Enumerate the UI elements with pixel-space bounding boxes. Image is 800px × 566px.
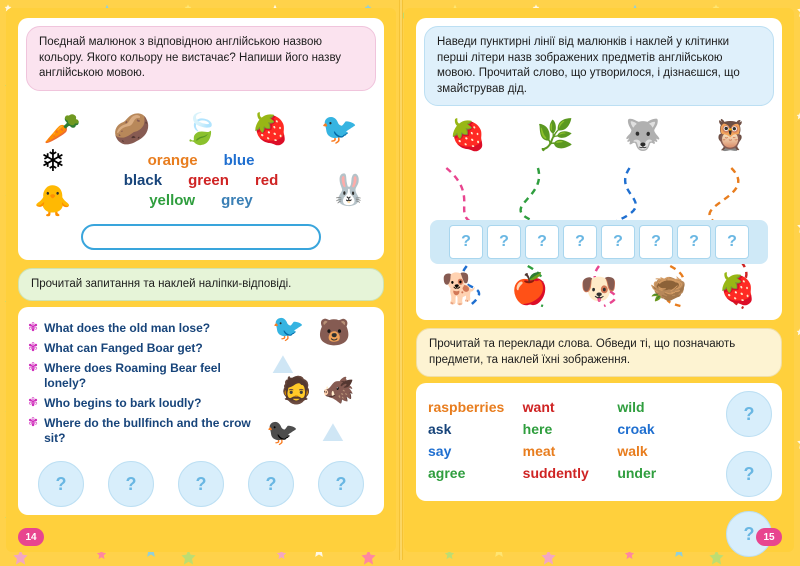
flower-bullet-icon: ✾ <box>28 340 39 355</box>
strawberry-icon-2: 🍓 <box>718 273 757 307</box>
right-task1-picture-row-bottom <box>426 266 772 314</box>
list-item[interactable] <box>28 416 264 446</box>
word-agree[interactable]: agree <box>428 465 466 482</box>
question-text: Who begins to bark loudly? <box>44 396 202 411</box>
word-say[interactable]: say <box>428 443 452 460</box>
word-ask[interactable]: ask <box>428 421 452 438</box>
left-task2-card <box>18 307 384 515</box>
word-wild[interactable]: wild <box>617 399 645 416</box>
chick-icon: 🐥 <box>34 185 72 219</box>
crow-icon-2: 🐦‍⬛ <box>266 417 299 448</box>
left-task2-instruction: Прочитай запитання та наклей наліпки-відповіді. <box>18 268 384 302</box>
color-answer-input[interactable] <box>81 224 321 250</box>
book-gutter <box>399 0 403 560</box>
color-word-red[interactable]: red <box>254 171 279 189</box>
leaf-icon: 🍃 <box>182 112 220 146</box>
left-sticker-slot-row <box>26 461 376 507</box>
color-word-green[interactable]: green <box>188 171 229 189</box>
color-word-orange[interactable]: orange <box>147 151 198 169</box>
sticker-slot[interactable]: ? <box>726 511 772 557</box>
right-task1-instruction: Наведи пунктирні лінії від малюнків і наклей у клітинки перші літери назв зображених предметів англійською мовою. Прочитай слово, що утворилося, і дізнаєшся, що змайстрував дід. <box>424 26 774 106</box>
snowdrift-icon: ⛰ <box>272 349 294 380</box>
word-under[interactable]: under <box>617 465 657 482</box>
right-task2-instruction: Прочитай та переклади слова. Обведи ті, що позначають предмети, та наклей їхні зображення. <box>416 328 782 377</box>
strawberry-icon: 🍓 <box>251 112 289 146</box>
snowdrift-icon-2: ⛰ <box>322 417 344 448</box>
right-page <box>404 8 794 552</box>
crow-icon: 🐦 <box>320 112 359 146</box>
flower-bullet-icon: ✾ <box>28 320 39 335</box>
word-here[interactable]: here <box>522 421 553 438</box>
word-suddently[interactable]: suddently <box>522 465 589 482</box>
list-item[interactable] <box>28 361 264 391</box>
nest-icon: 🪹 <box>649 273 687 307</box>
wolf-icon: 🐺 <box>624 119 662 153</box>
flower-bullet-icon: ✾ <box>28 360 39 375</box>
word-croak[interactable]: croak <box>617 421 655 438</box>
letter-cell[interactable]: ? <box>677 225 711 259</box>
color-word-grey[interactable]: grey <box>221 191 253 209</box>
word-raspberries[interactable]: raspberries <box>428 399 505 416</box>
page-number-right: 15 <box>756 528 782 546</box>
left-task2-picture-column <box>266 315 376 451</box>
letter-cell[interactable]: ? <box>487 225 521 259</box>
left-page <box>6 8 396 552</box>
sticker-slot[interactable]: ? <box>38 461 84 507</box>
question-list <box>28 321 264 451</box>
question-text: What can Fanged Boar get? <box>44 341 203 356</box>
word-grid <box>428 399 770 481</box>
letter-cell[interactable]: ? <box>639 225 673 259</box>
color-word-black[interactable]: black <box>123 171 163 189</box>
page-number-left: 14 <box>18 528 44 546</box>
color-word-yellow[interactable]: yellow <box>149 191 196 209</box>
boar-icon: 🐗 <box>322 375 355 406</box>
letter-cell[interactable]: ? <box>449 225 483 259</box>
old-man-icon: 🧔 <box>280 375 313 406</box>
snowflake-icon: ❄ <box>40 145 66 179</box>
letter-cell-strip <box>430 220 768 264</box>
left-task1-instruction: Поєднай малюнок з відповідною англійською назвою кольору. Якого кольору не вистачає? Напиши його назву англійською мовою. <box>26 26 376 91</box>
carrot-icon: 🥕 <box>43 112 82 146</box>
sticker-slot[interactable]: ? <box>108 461 154 507</box>
color-word-list <box>120 149 282 212</box>
fern-branch-icon: 🌿 <box>536 119 574 153</box>
color-word-blue[interactable]: blue <box>223 151 255 169</box>
dog-icon: 🐶 <box>580 273 618 307</box>
sticker-slot[interactable]: ? <box>178 461 224 507</box>
list-item[interactable] <box>28 396 264 411</box>
word-walk[interactable]: walk <box>617 443 648 460</box>
word-meat[interactable]: meat <box>522 443 556 460</box>
strawberry-icon: 🍓 <box>449 119 487 153</box>
list-item[interactable] <box>28 341 264 356</box>
question-text: Where do the bullfinch and the crow sit? <box>44 416 251 446</box>
bullfinch-icon: 🐦 <box>272 313 305 344</box>
potato-icon: 🥔 <box>113 112 151 146</box>
letter-cell[interactable]: ? <box>563 225 597 259</box>
rabbit-icon: 🐰 <box>330 174 368 208</box>
bear-icon: 🐻 <box>318 317 351 348</box>
owl-icon: 🦉 <box>711 119 749 153</box>
left-task1-card <box>18 18 384 260</box>
dotted-path-area <box>426 162 772 312</box>
sticker-slot[interactable]: ? <box>726 391 772 437</box>
sticker-slot[interactable]: ? <box>726 451 772 497</box>
letter-cell[interactable]: ? <box>525 225 559 259</box>
apples-icon: 🍎 <box>511 273 549 307</box>
left-task1-picture-row-top <box>28 99 374 145</box>
letter-cell[interactable]: ? <box>601 225 635 259</box>
right-task1-picture-row-top <box>424 112 774 160</box>
question-text: Where does Roaming Bear feel lonely? <box>44 361 221 391</box>
flower-bullet-icon: ✾ <box>28 395 39 410</box>
right-task1-card <box>416 18 782 320</box>
flower-bullet-icon: ✾ <box>28 415 39 430</box>
puppy-icon: 🐕 <box>441 273 480 307</box>
list-item[interactable] <box>28 321 264 336</box>
question-text: What does the old man lose? <box>44 321 211 336</box>
word-want[interactable]: want <box>522 399 555 416</box>
sticker-slot[interactable]: ? <box>248 461 294 507</box>
sticker-slot[interactable]: ? <box>318 461 364 507</box>
letter-cell[interactable]: ? <box>715 225 749 259</box>
